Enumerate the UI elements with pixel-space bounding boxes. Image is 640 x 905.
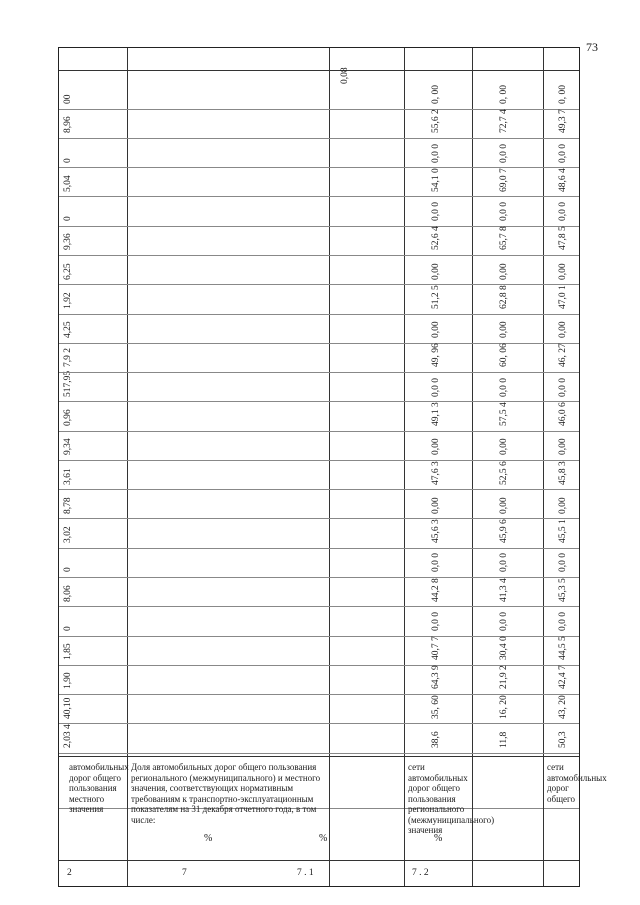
row-number: 2: [67, 868, 72, 878]
table-cell: 49,3 7: [558, 109, 568, 134]
table-divider: [59, 606, 579, 607]
table-cell: 0,0 0: [558, 202, 568, 222]
row-label: автомобильных дорог общего пользования местного значения: [69, 762, 129, 814]
table-cell: 0,00: [499, 321, 509, 339]
header-value: 3,61: [63, 467, 73, 485]
table-cell: 0,0 0: [558, 553, 568, 573]
table-divider: [543, 48, 544, 886]
table-cell: 0,0 0: [558, 611, 568, 631]
header-value: 2,03 4: [63, 724, 73, 748]
table-cell: 0,0 0: [431, 377, 441, 397]
table-cell: 38,6: [431, 731, 441, 748]
table-cell: 0,0 0: [499, 143, 509, 163]
table-divider: [404, 48, 405, 886]
table-divider: [59, 431, 579, 432]
table-cell: 0,00: [558, 497, 568, 514]
header-value: 1,92: [63, 292, 73, 309]
table-cell: 52,5 6: [499, 460, 509, 485]
table-divider: [59, 489, 579, 490]
table-cell: 50,3: [558, 731, 568, 748]
table-cell: 49, 96: [431, 343, 441, 368]
table-cell: 45,8 3: [558, 460, 568, 485]
table-divider: [59, 548, 579, 549]
header-value: 6,25: [63, 263, 73, 280]
table-cell: 0,00: [499, 497, 509, 514]
page-number: 73: [586, 40, 598, 54]
table-cell: 45,9 6: [499, 519, 509, 544]
table-divider: [59, 860, 579, 861]
header-value: 5,04: [63, 175, 73, 192]
table-divider: [59, 314, 579, 315]
table-cell: 0,00: [431, 438, 441, 456]
table-cell: 0,00: [499, 438, 509, 456]
table-cell: 64,3 9: [431, 665, 441, 690]
table-divider: [329, 48, 330, 886]
corner-value: 0,08: [340, 67, 350, 84]
table-cell: 0,00: [431, 321, 441, 339]
header-value: 4,25: [63, 321, 73, 339]
table-cell: 0,00: [558, 438, 568, 456]
table-divider: [59, 138, 579, 139]
table-cell: 57,5 4: [499, 402, 509, 426]
table-cell: 46, 27: [558, 343, 568, 368]
table-cell: 0,0 0: [499, 377, 509, 397]
table-cell: 0, 00: [499, 85, 509, 104]
row-number: 7 . 2: [412, 868, 429, 878]
row-unit: %: [204, 833, 213, 844]
table-cell: 0, 00: [431, 85, 441, 104]
table-cell: 44,2 8: [431, 577, 441, 602]
table-cell: 0,00: [558, 321, 568, 339]
table-cell: 0,0 0: [431, 202, 441, 222]
table-cell: 21,9 2: [499, 665, 509, 690]
table-cell: 16, 20: [499, 694, 509, 719]
table-divider: [59, 70, 579, 71]
table-divider: [59, 372, 579, 373]
row-unit: %: [434, 833, 443, 844]
table-cell: 0,0 0: [558, 377, 568, 397]
table-cell: 72,7 4: [499, 109, 509, 134]
table-divider: [127, 48, 128, 886]
row-label: сети автомобильных дорог общего: [547, 762, 607, 804]
table-cell: 0,0 0: [499, 202, 509, 222]
header-value: 0,96: [63, 409, 73, 426]
row-number: 7 . 1: [297, 868, 314, 878]
table-cell: 43, 20: [558, 694, 568, 719]
table-cell: 51,2 5: [431, 285, 441, 309]
table-cell: 69,0 7: [499, 168, 509, 192]
table-cell: 0,00: [499, 263, 509, 280]
table-cell: 30,4 0: [499, 636, 509, 661]
table-cell: 47,6 3: [431, 460, 441, 485]
table-cell: 0,0 0: [431, 143, 441, 163]
header-value: 517,95: [63, 370, 73, 397]
table-cell: 54,1 0: [431, 168, 441, 192]
table-divider: [472, 48, 473, 886]
table-cell: 65,7 8: [499, 226, 509, 251]
table-cell: 0,00: [558, 263, 568, 280]
header-value: 8,96: [63, 116, 73, 134]
table-cell: 0, 00: [558, 85, 568, 104]
table-cell: 40,7 7: [431, 636, 441, 661]
table-divider: [59, 753, 579, 754]
table-cell: 0,0 0: [431, 611, 441, 631]
table-cell: 46,0 6: [558, 402, 568, 426]
table-cell: 45,3 5: [558, 577, 568, 602]
header-value: 1,85: [63, 643, 73, 661]
table-cell: 49,1 3: [431, 402, 441, 426]
table-cell: 45,6 3: [431, 519, 441, 544]
row-label: Доля автомобильных дорог общего пользования регионального (межмуниципального) и местного значения, соответствующих нормативным требованиям к транспортно-эксплуатационным показателям на 31 декабря отчетного года, в том числе:: [131, 762, 321, 825]
header-value: 0: [63, 567, 73, 573]
table-cell: 0,0 0: [431, 553, 441, 573]
table-cell: 45,5 1: [558, 519, 568, 544]
header-value: 8,78: [63, 497, 73, 514]
table-cell: 60, 06: [499, 343, 509, 368]
table-divider: [59, 756, 579, 757]
table-cell: 0,00: [431, 263, 441, 280]
header-value: 7,9 2: [63, 348, 73, 368]
table-cell: 0,0 0: [499, 553, 509, 573]
header-value: 1,90: [63, 672, 73, 690]
table-cell: 0,0 0: [558, 143, 568, 163]
table-cell: 62,8 8: [499, 285, 509, 309]
table-cell: 41,3 4: [499, 577, 509, 602]
table-divider: [59, 255, 579, 256]
header-value: 0: [63, 157, 73, 163]
table-divider: [59, 723, 579, 724]
table-cell: 0,00: [431, 497, 441, 514]
table-cell: 47,8 5: [558, 226, 568, 251]
table-divider: [59, 196, 579, 197]
row-number: 7: [182, 868, 187, 878]
header-value: 3,02: [63, 526, 73, 544]
row-label: сети автомобильных дорог общего пользования регионального (межмуниципального) значения: [408, 762, 495, 835]
table-cell: 55,6 2: [431, 109, 441, 134]
header-value: 9,34: [63, 438, 73, 456]
table-cell: 0,0 0: [499, 611, 509, 631]
table-cell: 11,8: [499, 731, 509, 748]
header-value: 0: [63, 216, 73, 222]
header-value: 00: [63, 94, 73, 104]
header-value: 9,36: [63, 233, 73, 251]
header-value: 8,06: [63, 585, 73, 602]
table-cell: 42,4 7: [558, 665, 568, 690]
table-cell: 52,6 4: [431, 226, 441, 251]
table-cell: 44,5 5: [558, 636, 568, 661]
table-cell: 48,6 4: [558, 168, 568, 192]
table-cell: 47,0 1: [558, 285, 568, 309]
row-unit: %: [319, 833, 328, 844]
header-value: 0: [63, 626, 73, 631]
header-value: 40,10: [63, 697, 73, 719]
table-cell: 35, 60: [431, 694, 441, 719]
